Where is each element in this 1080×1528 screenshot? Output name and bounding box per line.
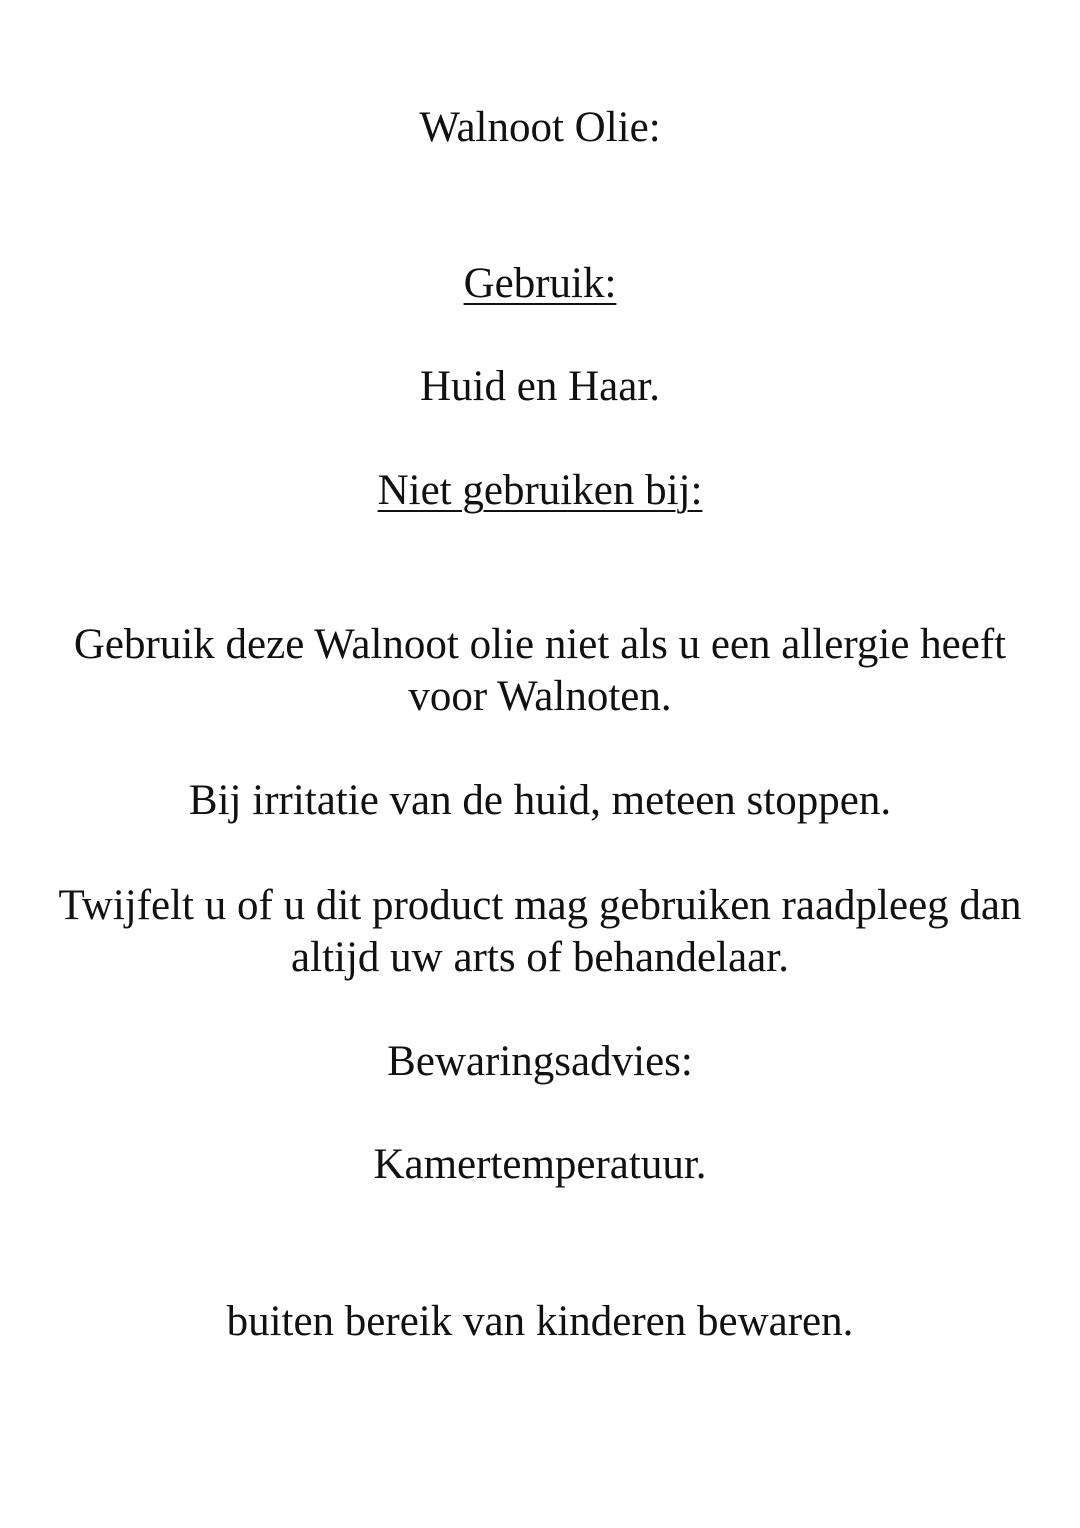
warning-heading-text: Niet gebruiken bij: <box>377 467 703 514</box>
irritation-warning: Bij irritatie van de huid, meteen stoppen. <box>188 777 892 824</box>
warning-heading <box>0 465 1080 517</box>
document-title: Walnoot Olie: <box>419 104 661 151</box>
allergy-warning-line-2: voor Walnoten. <box>408 673 672 720</box>
children-notice: buiten bereik van kinderen bewaren. <box>226 1298 854 1345</box>
usage-heading <box>0 258 1080 310</box>
storage-text: Kamertemperatuur. <box>373 1141 707 1188</box>
usage-text: Huid en Haar. <box>419 363 660 410</box>
storage-heading: Bewaringsadvies: <box>387 1038 693 1085</box>
usage-heading-text: Gebruik: <box>463 260 617 307</box>
allergy-warning-line-1: Gebruik deze Walnoot olie niet als u een allergie heeft <box>73 621 1007 668</box>
doubt-advice-line-2: altijd uw arts of behandelaar. <box>291 934 789 981</box>
doubt-advice-line-1: Twijfelt u of u dit product mag gebruiken raadpleeg dan <box>58 882 1022 929</box>
